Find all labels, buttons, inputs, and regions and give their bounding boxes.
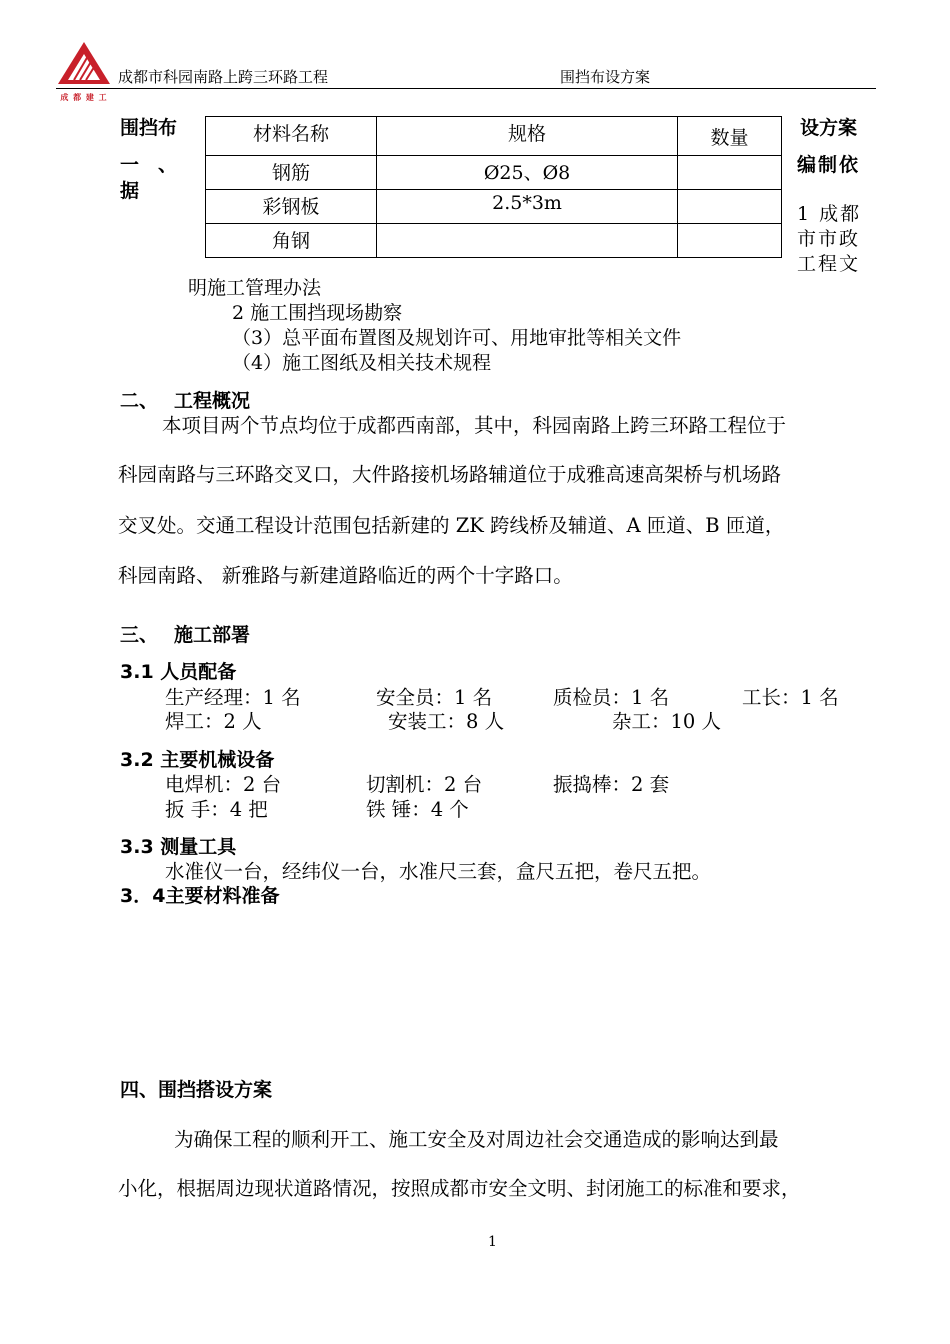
section2-line: 本项目两个节点均位于成都西南部，其中，科园南路上跨三环路工程位于 — [162, 414, 787, 437]
table-header-cell: 数量 — [678, 117, 782, 156]
title-left-1: 围挡布 — [120, 117, 178, 139]
header-doc-title: 围挡布设方案 — [560, 68, 651, 86]
equipment-item: 切割机：2 台 — [366, 773, 483, 796]
table-cell: 2.5*3m — [377, 190, 678, 224]
basis-item1-c: 工程文 — [797, 253, 861, 275]
subsection-3-2-title: 3.2 主要机械设备 — [120, 749, 275, 771]
staff-item: 安装工：8 人 — [388, 710, 505, 733]
table-cell — [678, 190, 782, 224]
section4-line: 为确保工程的顺利开工、施工安全及对周边社会交通造成的影响达到最 — [174, 1128, 779, 1151]
table-row — [206, 156, 782, 190]
table-row — [206, 190, 782, 224]
section3-title: 施工部署 — [174, 624, 251, 646]
materials-table — [205, 116, 782, 258]
header-rule — [56, 88, 876, 89]
page-number: 1 — [488, 1234, 497, 1250]
staff-item: 生产经理：1 名 — [165, 686, 301, 709]
section4-line: 小化，根据周边现状道路情况，按照成都市安全文明、封闭施工的标准和要求， — [118, 1177, 801, 1200]
staff-item: 质检员：1 名 — [553, 686, 670, 709]
section2-number: 二、 — [120, 390, 159, 412]
equipment-item: 铁 锤：4 个 — [366, 798, 469, 821]
title-right-2: 编制依 — [797, 154, 861, 176]
table-row — [206, 224, 782, 258]
subsection-3-1-title: 3.1 人员配备 — [120, 661, 237, 683]
measuring-tools-text: 水准仪一台，经纬仪一台，水准尺三套，盒尺五把，卷尺五把。 — [165, 860, 712, 883]
staff-item: 安全员：1 名 — [376, 686, 493, 709]
equipment-item: 振捣棒：2 套 — [553, 773, 670, 796]
table-header-cell: 材料名称 — [206, 117, 377, 156]
table-cell — [377, 224, 678, 258]
subsection-3-3-title: 3.3 测量工具 — [120, 836, 237, 858]
basis-item1-a: 1 成都 — [797, 203, 862, 225]
basis-item1-d: 明施工管理办法 — [188, 277, 322, 299]
table-cell: 彩钢板 — [206, 190, 377, 224]
table-cell — [678, 224, 782, 258]
equipment-item: 扳 手：4 把 — [165, 798, 268, 821]
section2-line: 科园南路、 新雅路与新建道路临近的两个十字路口。 — [118, 564, 573, 587]
logo-caption: 成 都 建 工 — [60, 92, 108, 102]
logo-triangle-icon — [56, 40, 112, 86]
company-logo — [56, 40, 112, 102]
staff-item: 焊工：2 人 — [165, 710, 262, 733]
table-cell: Ø25、Ø8 — [377, 156, 678, 190]
basis-item3: （3）总平面布置图及规划许可、用地审批等相关文件 — [232, 327, 682, 349]
section3-number: 三、 — [120, 624, 159, 646]
title-left-2: 一 、 — [120, 154, 178, 176]
section2-line: 交叉处。交通工程设计范围包括新建的 ZK 跨线桥及辅道、A 匝道、B 匝道， — [118, 514, 785, 537]
table-cell — [678, 156, 782, 190]
table-cell: 钢筋 — [206, 156, 377, 190]
staff-item: 工长：1 名 — [742, 686, 839, 709]
table-cell: 角钢 — [206, 224, 377, 258]
header-project-name: 成都市科园南路上跨三环路工程 — [118, 68, 329, 86]
basis-item4: （4）施工图纸及相关技术规程 — [232, 352, 492, 374]
basis-item1-b: 市市政 — [797, 228, 861, 250]
basis-item2: 2 施工围挡现场勘察 — [232, 302, 403, 324]
subsection-3-4-title: 3．4主要材料准备 — [120, 885, 280, 907]
section2-title: 工程概况 — [174, 390, 251, 412]
section2-line: 科园南路与三环路交叉口，大件路接机场路辅道位于成雅高速高架桥与机场路 — [118, 463, 782, 486]
table-header-cell: 规格 — [377, 117, 678, 156]
title-left-3: 据 — [120, 180, 140, 202]
table-header-row — [206, 117, 782, 156]
staff-item: 杂工：10 人 — [612, 710, 722, 733]
section4-title: 四、围挡搭设方案 — [120, 1079, 273, 1101]
equipment-item: 电焊机：2 台 — [165, 773, 282, 796]
title-right-1: 设方案 — [800, 117, 858, 139]
